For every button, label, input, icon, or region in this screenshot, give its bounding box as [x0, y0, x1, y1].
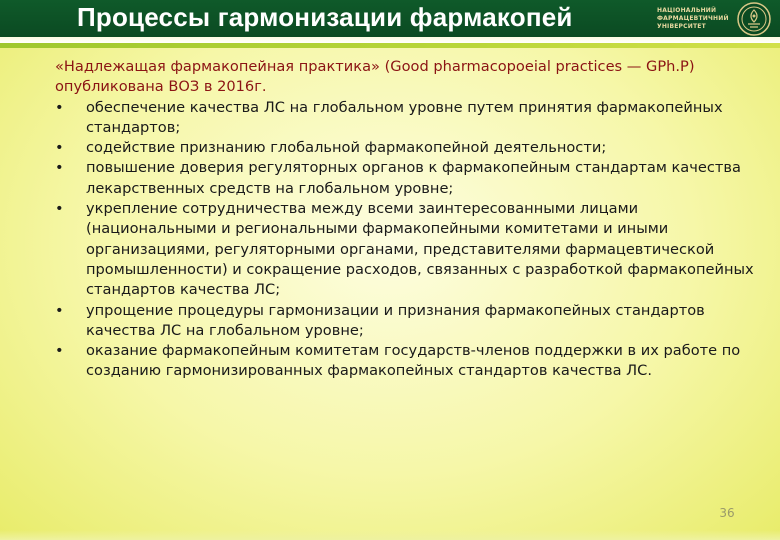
university-logo-text — [657, 7, 737, 31]
bullet-item — [55, 199, 755, 300]
logo-line: УНІВЕРСИТЕТ — [657, 23, 706, 30]
bullet-icon: • — [55, 159, 64, 177]
intro-paragraph: «Надлежащая фармакопейная практика» (Good pharmacopoeial practices — GPh.P) опубликована ВОЗ в 2016г. — [55, 58, 695, 96]
bullet-text: обеспечение качества ЛС на глобальном уровне путем принятия фармакопейных стандартов; — [86, 98, 723, 136]
bullet-icon: • — [55, 139, 64, 157]
bullet-icon: • — [55, 98, 64, 116]
bullet-text: упрощение процедуры гармонизации и признания фармакопейных стандартов качества ЛС на глобальном уровне; — [86, 301, 705, 339]
bullet-item — [55, 158, 755, 199]
bullet-text: укрепление сотрудничества между всеми заинтересованными лицами (национальными и региональными фармакопейными комитетами и иными организациями, регуляторными органами, представителями фармацевтической промышленности) и сокращение расходов, связанных с разработкой фармакопейных стандартов качества ЛС; — [86, 200, 754, 299]
logo-line: ФАРМАЦЕВТИЧНИЙ — [657, 15, 729, 22]
bullet-icon: • — [55, 301, 64, 319]
bullet-icon: • — [55, 342, 64, 360]
bullet-text: оказание фармакопейным комитетам государств-членов поддержки в их работе по созданию гармонизированных фармакопейных стандартов качества ЛС. — [86, 342, 741, 380]
bullet-icon: • — [55, 200, 64, 218]
page-number: 36 — [719, 506, 735, 520]
logo-line: НАЦІОНАЛЬНИЙ — [657, 7, 717, 14]
bullet-text: повышение доверия регуляторных органов к фармакопейным стандартам качества лекарственных средств на глобальном уровне; — [86, 159, 741, 197]
header-divider-green — [0, 43, 780, 48]
bullet-item — [55, 301, 755, 342]
slide-header — [0, 0, 780, 37]
university-seal-icon — [737, 2, 771, 36]
bullet-item — [55, 98, 755, 139]
bullet-text: содействие признанию глобальной фармакопейной деятельности; — [86, 139, 607, 157]
bullet-item — [55, 138, 755, 158]
slide-title: Процессы гармонизации фармакопей — [77, 2, 573, 32]
slide-content — [55, 57, 755, 382]
bottom-glow — [0, 530, 780, 540]
bullet-item — [55, 341, 755, 382]
